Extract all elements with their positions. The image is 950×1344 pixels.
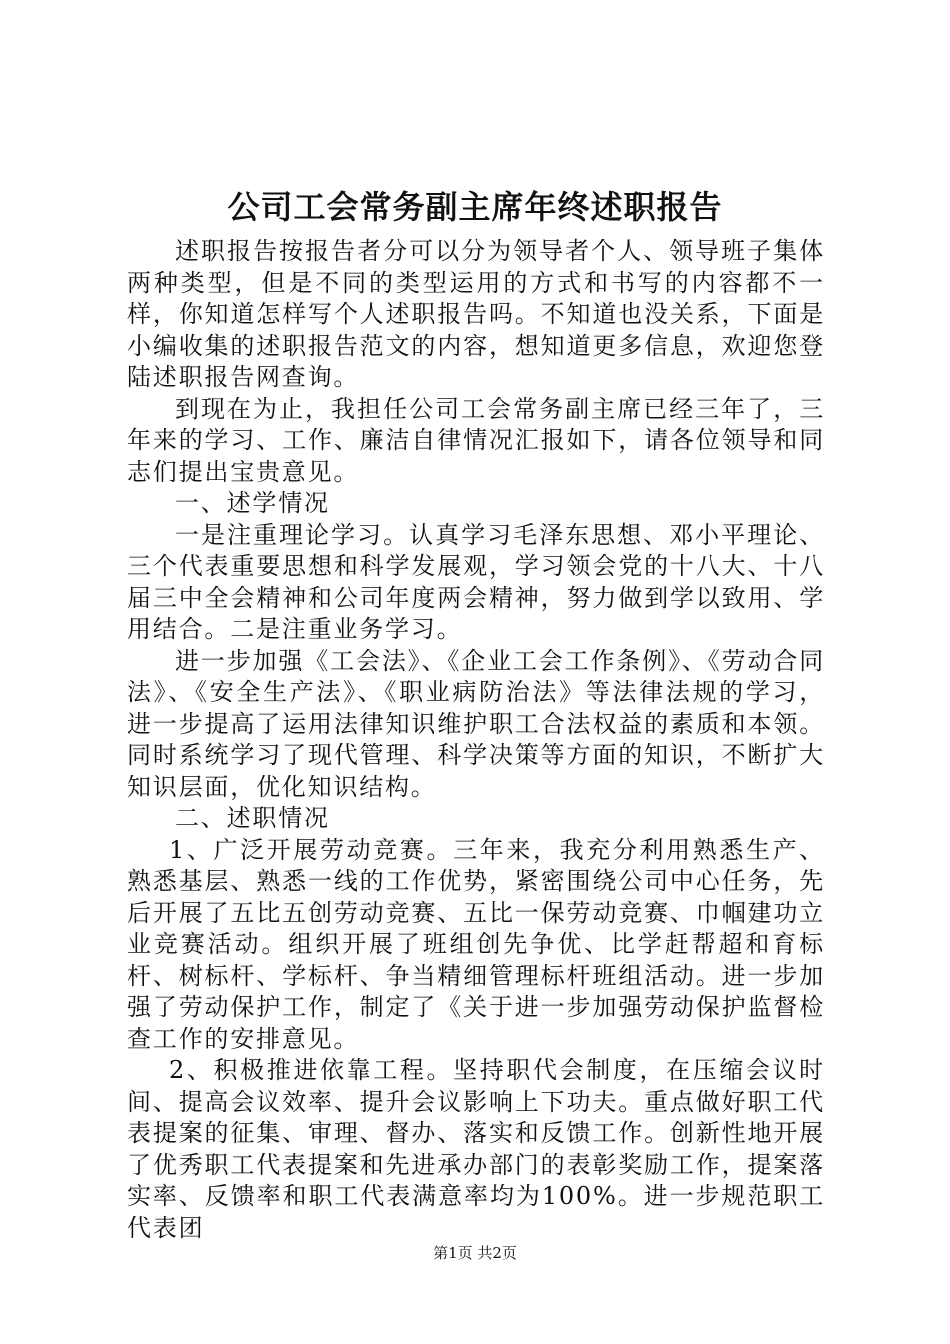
study-paragraph-2: 进一步加强《工会法》、《企业工会工作条例》、《劳动合同法》、《安全生产法》、《职业病防治法》等法律法规的学习，进一步提高了运用法律知识维护职工合法权益的素质和本领。同时系统学习了现代管理、科学决策等方面的知识，不断扩大知识层面，优化知识结构。 xyxy=(127,646,825,801)
duty-paragraph-1: 1、广泛开展劳动竞赛。三年来，我充分利用熟悉生产、熟悉基层、熟悉一线的工作优势，紧密围绕公司中心任务，先后开展了五比五创劳动竞赛、五比一保劳动竞赛、巾帼建功立业竞赛活动。组织开展了班组创先争优、比学赶帮超和育标杆、树标杆、学标杆、争当精细管理标杆班组活动。进一步加强了劳动保护工作，制定了《关于进一步加强劳动保护监督检查工作的安排意见。 xyxy=(127,835,825,1053)
section-heading-duty: 二、述职情况 xyxy=(175,804,330,832)
opening-paragraph: 到现在为止，我担任公司工会常务副主席已经三年了，三年来的学习、工作、廉洁自律情况汇报如下，请各位领导和同志们提出宝贵意见。 xyxy=(127,394,825,486)
duty-paragraph-2: 2、积极推进依靠工程。坚持职代会制度，在压缩会议时间、提高会议效率、提升会议影响上下功夫。重点做好职工代表提案的征集、审理、督办、落实和反馈工作。创新性地开展了优秀职工代表提案和先进承办部门的表彰奖励工作，提案落实率、反馈率和职工代表满意率均为100%。进一步规范职工代表团 xyxy=(127,1056,825,1242)
study-paragraph-1: 一是注重理论学习。认真学习毛泽东思想、邓小平理论、三个代表重要思想和科学发展观，学习领会党的十八大、十八届三中全会精神和公司年度两会精神，努力做到学以致用、学用结合。二是注重业务学习。 xyxy=(127,520,825,643)
page-footer: 第1页 共2页 xyxy=(433,1244,517,1262)
intro-paragraph: 述职报告按报告者分可以分为领导者个人、领导班子集体两种类型，但是不同的类型运用的方式和书写的内容都不一样，你知道怎样写个人述职报告吗。不知道也没关系，下面是小编收集的述职报告范文的内容，想知道更多信息，欢迎您登陆述职报告网查询。 xyxy=(127,237,825,391)
document-body xyxy=(127,236,825,1244)
section-heading-study: 一、述学情况 xyxy=(175,489,330,517)
document-title: 公司工会常务副主席年终述职报告 xyxy=(227,188,723,226)
